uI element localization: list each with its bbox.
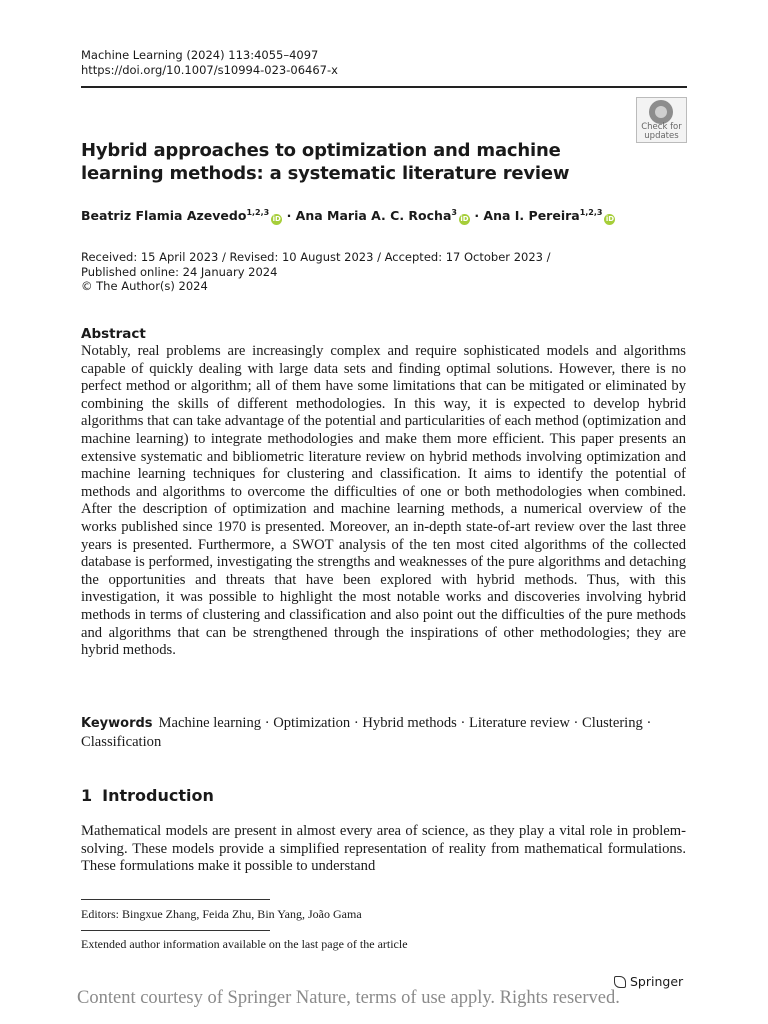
- orcid-icon[interactable]: iD: [272, 215, 281, 223]
- editors-footnote: Editors: Bingxue Zhang, Feida Zhu, Bin Yang, João Gama: [81, 907, 362, 921]
- author-affiliation: 3: [451, 207, 457, 217]
- abstract-text: Notably, real problems are increasingly complex and require sophisticated models and algorithms capable of quickly dealing with large data sets and finding optimal solutions. However, there is no perfect method or algorithm; all of them have some limitations that can be mitigated or eliminated by combining the skills of different methodologies. In this way, it is expected to develop hybrid algorithms that can take advantage of the potential and particularities of each method (optimization and machine learning) to integrate methodologies and make them more efficient. This paper presents an extensive systematic and bibliometric literature review on hybrid methods involving optimization and machine learning techniques for clustering and classification. It aims to identify the potential of methods and algorithms to overcome the difficulties of one or both methodologies when combined. After the description of optimization and machine learning methods, a numerical overview of the works published since 1970 is presented. Moreover, an in-depth state-of-art review over the last three years is presented. Furthermore, a SWOT analysis of the ten most cited algorithms of the collected database is performed, investigating the strengths and weaknesses of the pure algorithms and detaching the opportunities and threats that have been explored with hybrid methods. Thus, with this investigation, it was possible to highlight the most notable works and discoveries involving hybrid methods in terms of clustering and classification and also point out the difficulties of the pure methods and algorithms that can be strengthened through the inspirations of other methodologies; they are hybrid methods.: [81, 343, 686, 659]
- abstract-heading: Abstract: [81, 326, 146, 342]
- courtesy-watermark: Content courtesy of Springer Nature, terms of use apply. Rights reserved.: [77, 988, 620, 1008]
- orcid-icon[interactable]: iD: [605, 215, 615, 223]
- keywords: [81, 714, 686, 751]
- section-title: Introduction: [102, 786, 214, 805]
- article-title: Hybrid approaches to optimization and machine learning methods: a systematic literature review: [81, 140, 570, 184]
- author-name: Ana Maria A. C. Rocha: [295, 208, 452, 223]
- footnote-rule: [81, 899, 270, 900]
- article-history: [81, 250, 550, 294]
- doi-link[interactable]: https://doi.org/10.1007/s10994-023-06467-x: [81, 63, 338, 77]
- keywords-list: Machine learning · Optimization · Hybrid methods · Literature review · Clustering · Classification: [81, 715, 652, 750]
- publisher-name: Springer: [630, 974, 684, 989]
- author-name: Ana I. Pereira: [483, 208, 580, 223]
- author-name: Beatriz Flamia Azevedo: [81, 208, 247, 223]
- author-affiliation: 1,2,3: [579, 207, 603, 217]
- keywords-label: Keywords: [81, 716, 153, 731]
- author-separator: ·: [469, 208, 484, 223]
- badge-text: Check for updates: [641, 122, 682, 141]
- header-rule: [81, 86, 687, 88]
- author-affiliation: 1,2,3: [246, 207, 270, 217]
- section-number: 1: [81, 786, 93, 805]
- journal-citation: Machine Learning (2024) 113:4055–4097: [81, 48, 319, 62]
- crossmark-icon: [649, 100, 673, 124]
- springer-logo: [614, 974, 683, 989]
- check-for-updates-badge[interactable]: [636, 97, 687, 143]
- springer-horse-icon: [614, 976, 626, 988]
- section-heading: [81, 786, 214, 805]
- orcid-icon[interactable]: iD: [460, 215, 469, 223]
- author-list: [81, 208, 615, 225]
- copyright: © The Author(s) 2024: [81, 279, 208, 293]
- author-info-footnote: Extended author information available on the last page of the article: [81, 937, 408, 951]
- footnote-rule: [81, 930, 270, 931]
- history-dates: Received: 15 April 2023 / Revised: 10 August 2023 / Accepted: 17 October 2023 /: [81, 250, 551, 264]
- section-text: Mathematical models are present in almost every area of science, as they play a vital role in problem-solving. These models provide a simplified representation of reality from mathematical formulations. These formulations make it possible to understand: [81, 823, 686, 875]
- author-separator: ·: [282, 208, 296, 223]
- journal-header: [81, 48, 338, 78]
- published-online: Published online: 24 January 2024: [81, 264, 278, 279]
